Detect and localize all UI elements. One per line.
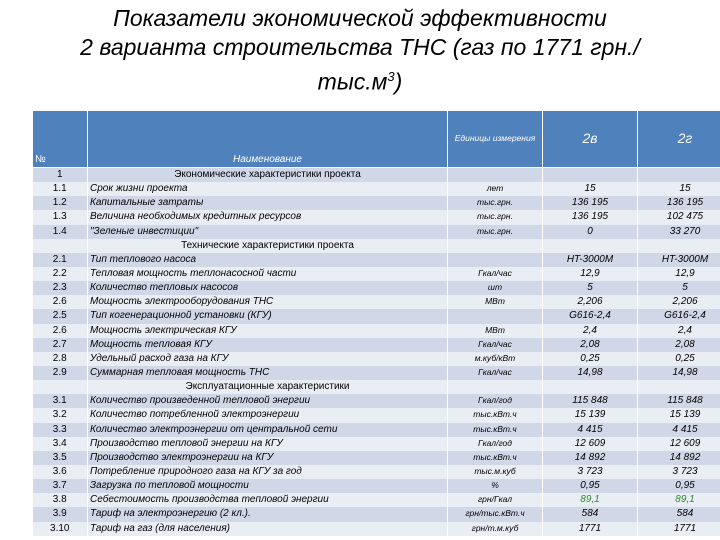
title-unit-power: 3	[387, 69, 395, 84]
row-value-2v: 2,08	[543, 338, 638, 352]
header-name: Наименование	[88, 111, 448, 168]
row-name: "Зеленые инвестиции"	[88, 225, 448, 239]
table-row	[33, 394, 720, 408]
row-number: 2.3	[33, 281, 88, 295]
row-value-2g: 584	[638, 507, 720, 521]
table-row	[33, 451, 720, 465]
row-value-2v: 15	[543, 182, 638, 196]
title-line-1: Показатели экономической эффективности	[113, 5, 607, 31]
table-row	[33, 380, 720, 394]
row-value-2g: G616-2,4	[638, 309, 720, 323]
table-row	[33, 267, 720, 281]
row-unit: Гкал/год	[448, 394, 543, 408]
table-header-row	[33, 111, 720, 168]
row-value-2g: 136 195	[638, 196, 720, 210]
row-number: 2.8	[33, 352, 88, 366]
row-name: Потребление природного газа на КГУ за год	[88, 465, 448, 479]
row-unit: Гкал/год	[448, 437, 543, 451]
table-row	[33, 295, 720, 309]
row-value-2g: 3 723	[638, 465, 720, 479]
row-unit: грн/т.м.куб	[448, 522, 543, 536]
table-row	[33, 352, 720, 366]
header-number: №	[33, 111, 88, 168]
table-row	[33, 225, 720, 239]
row-value-2v: 3 723	[543, 465, 638, 479]
row-value-2g: 14,98	[638, 366, 720, 380]
table-row	[33, 408, 720, 422]
row-unit: тыс.кВт.ч	[448, 423, 543, 437]
row-unit: тыс.м.куб	[448, 465, 543, 479]
table-row	[33, 196, 720, 210]
row-number: 2.7	[33, 338, 88, 352]
row-name: Количество потребленной электроэнергии	[88, 408, 448, 422]
table-row	[33, 253, 720, 267]
table-row	[33, 493, 720, 507]
row-name: Тип теплового насоса	[88, 253, 448, 267]
row-value-2v: HT-3000M	[543, 253, 638, 267]
section-technical: Технические характеристики проекта	[88, 239, 448, 253]
row-name: Величина необходимых кредитных ресурсов	[88, 210, 448, 224]
table-row	[33, 507, 720, 521]
row-unit: грн/Гкал	[448, 493, 543, 507]
table-row	[33, 324, 720, 338]
table-row	[33, 522, 720, 536]
row-value-2v: 14 892	[543, 451, 638, 465]
row-number: 3.10	[33, 522, 88, 536]
row-name: Тепловая мощность теплонасосной части	[88, 267, 448, 281]
row-value-2v: 2,206	[543, 295, 638, 309]
row-unit	[448, 253, 543, 267]
row-value-2v: 14,98	[543, 366, 638, 380]
row-unit: тыс.грн.	[448, 225, 543, 239]
row-number: 1.3	[33, 210, 88, 224]
row-number: 1.4	[33, 225, 88, 239]
row-value-2g: 115 848	[638, 394, 720, 408]
table-row	[33, 338, 720, 352]
row-value-2v: 0,25	[543, 352, 638, 366]
row-value-2v: 584	[543, 507, 638, 521]
row-value-2v: 0	[543, 225, 638, 239]
row-number: 2.5	[33, 309, 88, 323]
row-value-2g: HT-3000M	[638, 253, 720, 267]
row-value-2g: 2,206	[638, 295, 720, 309]
row-value-2v: 115 848	[543, 394, 638, 408]
table-row	[33, 182, 720, 196]
row-name: Количество произведенной тепловой энергии	[88, 394, 448, 408]
row-name: Загрузка по тепловой мощности	[88, 479, 448, 493]
row-value-2g: 2,4	[638, 324, 720, 338]
row-number: 3.2	[33, 408, 88, 422]
row-value-2v: 136 195	[543, 196, 638, 210]
table-row	[33, 309, 720, 323]
row-value-2g: 5	[638, 281, 720, 295]
row-value-2g: 4 415	[638, 423, 720, 437]
row-name: Срок жизни проекта	[88, 182, 448, 196]
table-row	[33, 210, 720, 224]
row-number: 3.1	[33, 394, 88, 408]
row-unit: МВт	[448, 295, 543, 309]
row-number: 3.5	[33, 451, 88, 465]
row-number: 3.3	[33, 423, 88, 437]
header-variant-2g: 2г	[638, 111, 720, 168]
row-number: 2.6	[33, 295, 88, 309]
row-unit: м.куб/кВт	[448, 352, 543, 366]
row-value-2v: 89,1	[543, 493, 638, 507]
row-value-2g: 14 892	[638, 451, 720, 465]
row-number: 3.8	[33, 493, 88, 507]
row-number: 3.7	[33, 479, 88, 493]
row-number: 3.6	[33, 465, 88, 479]
row-value-2v: 5	[543, 281, 638, 295]
table-row	[33, 281, 720, 295]
row-value-2v: 15 139	[543, 408, 638, 422]
table-row	[33, 423, 720, 437]
table-row	[33, 465, 720, 479]
row-name: Тариф на электроэнергию (2 кл.).	[88, 507, 448, 521]
row-value-2g: 0,95	[638, 479, 720, 493]
row-unit: тыс.грн.	[448, 196, 543, 210]
row-unit	[448, 309, 543, 323]
row-value-2g: 33 270	[638, 225, 720, 239]
row-number: 2.2	[33, 267, 88, 281]
row-unit: лет	[448, 182, 543, 196]
row-value-2g: 12 609	[638, 437, 720, 451]
row-name: Мощность электрооборудования ТНС	[88, 295, 448, 309]
row-value-2g: 12,9	[638, 267, 720, 281]
row-unit: грн/тыс.кВт.ч	[448, 507, 543, 521]
row-number: 1.2	[33, 196, 88, 210]
row-value-2v: 2,4	[543, 324, 638, 338]
row-value-2v: 4 415	[543, 423, 638, 437]
title-line-3	[0, 62, 720, 97]
row-value-2v: 12 609	[543, 437, 638, 451]
row-name: Мощность электрическая КГУ	[88, 324, 448, 338]
row-value-2g: 2,08	[638, 338, 720, 352]
row-value-2v: 136 195	[543, 210, 638, 224]
title-close-paren: )	[394, 68, 403, 95]
row-value-2v: 1771	[543, 522, 638, 536]
table-row	[33, 479, 720, 493]
row-unit: МВт	[448, 324, 543, 338]
row-number: 3.9	[33, 507, 88, 521]
row-name: Количество электроэнергии от центральной сети	[88, 423, 448, 437]
row-value-2g: 1771	[638, 522, 720, 536]
row-number: 2.1	[33, 253, 88, 267]
row-value-2v: 12,9	[543, 267, 638, 281]
row-unit: тыс.кВт.ч	[448, 408, 543, 422]
row-unit: %	[448, 479, 543, 493]
header-variant-2v: 2в	[543, 111, 638, 168]
row-unit: шт	[448, 281, 543, 295]
row-name: Тип когенерационной установки (КГУ)	[88, 309, 448, 323]
indicators-table	[32, 110, 720, 536]
title-unit: тыс.м	[317, 68, 388, 95]
row-number: 2.6	[33, 324, 88, 338]
row-name: Тариф на газ (для населения)	[88, 522, 448, 536]
row-number: 2.9	[33, 366, 88, 380]
row-unit: Гкал/час	[448, 366, 543, 380]
row-value-2g: 89,1	[638, 493, 720, 507]
row-number: 1.1	[33, 182, 88, 196]
row-name: Производство электроэнергии на КГУ	[88, 451, 448, 465]
table-row	[33, 168, 720, 183]
section-economic: Экономические характеристики проекта	[88, 168, 448, 183]
title-line-2: 2 варианта строительства ТНС (газ по 1771 грн./	[80, 34, 640, 60]
table-row	[33, 366, 720, 380]
row-name: Суммарная тепловая мощность ТНС	[88, 366, 448, 380]
row-value-2g: 15 139	[638, 408, 720, 422]
row-name: Капитальные затраты	[88, 196, 448, 210]
row-name: Производство тепловой энергии на КГУ	[88, 437, 448, 451]
row-unit: Гкал/час	[448, 338, 543, 352]
row-unit: тыс.грн.	[448, 210, 543, 224]
row-value-2v: 0,95	[543, 479, 638, 493]
table-row	[33, 437, 720, 451]
row-unit: тыс.кВт.ч	[448, 451, 543, 465]
row-value-2g: 15	[638, 182, 720, 196]
row-value-2g: 0,25	[638, 352, 720, 366]
row-name: Удельный расход газа на КГУ	[88, 352, 448, 366]
header-unit: Единицы измерения	[448, 111, 543, 168]
row-unit: Гкал/час	[448, 267, 543, 281]
row-number: 3.4	[33, 437, 88, 451]
row-name: Количество тепловых насосов	[88, 281, 448, 295]
slide-title	[0, 4, 720, 97]
table-row	[33, 239, 720, 253]
row-name: Себестоимость производства тепловой энергии	[88, 493, 448, 507]
row-value-2g: 102 475	[638, 210, 720, 224]
row-name: Мощность тепловая КГУ	[88, 338, 448, 352]
section-operational: Эксплуатационные характеристики	[88, 380, 448, 394]
row-number: 1	[33, 168, 88, 183]
row-value-2v: G616-2,4	[543, 309, 638, 323]
